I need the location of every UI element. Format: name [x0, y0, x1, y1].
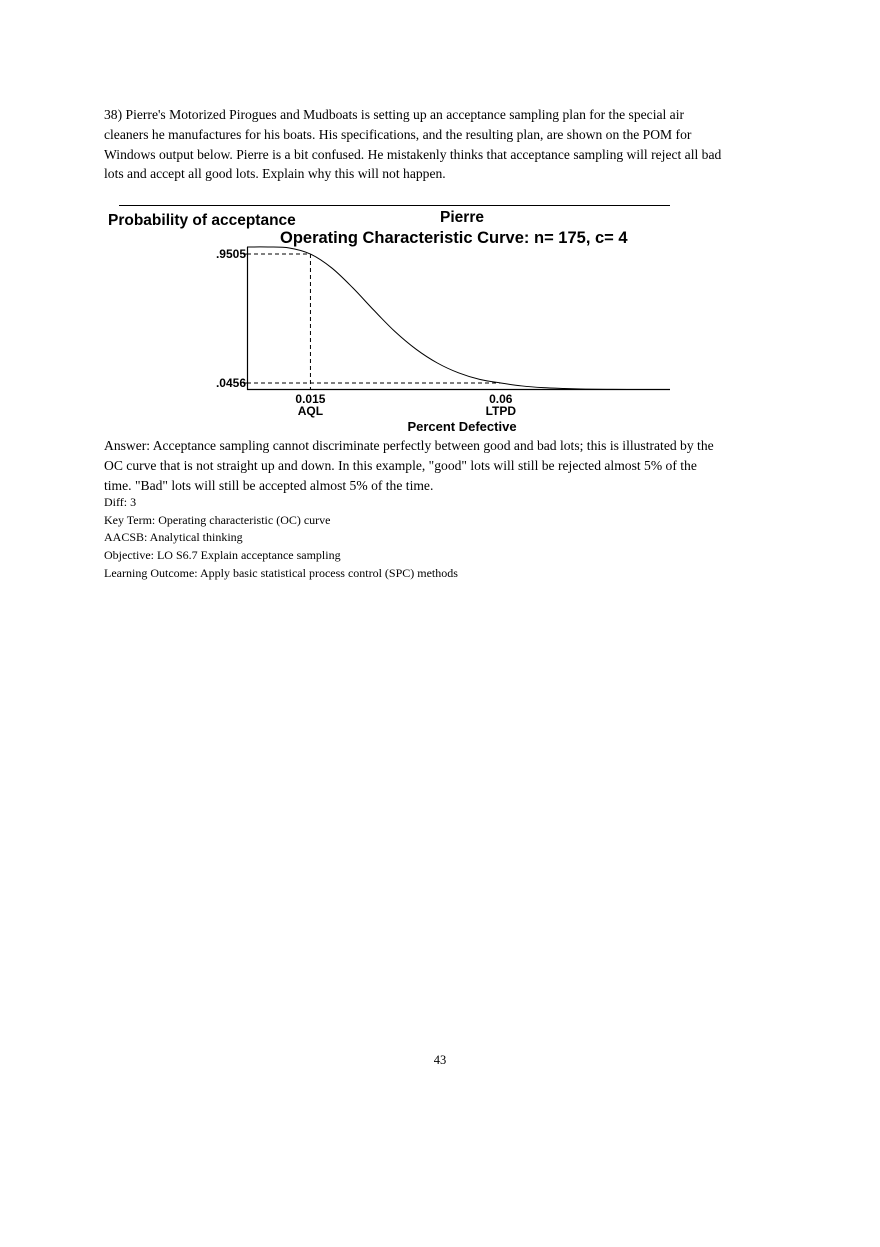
y-axis-label: Probability of acceptance	[108, 212, 296, 229]
x-tick-sublabel-aql: AQL	[297, 404, 324, 418]
chart-subtitle: Operating Characteristic Curve: n= 175, c= 4	[280, 229, 628, 247]
page-number: 43	[433, 1053, 447, 1067]
answer-text: Answer: Acceptance sampling cannot discriminate perfectly between good and bad lots; this is illustrated by the OC curve that is not straight up and down. In this example, "good" lots will still be rejected almost 5% of the time. "Bad" lots will still be accepted almost 5% of the time.	[104, 438, 714, 493]
x-axis-label: Percent Defective	[407, 419, 517, 434]
aacsb: AACSB: Analytical thinking	[104, 530, 243, 544]
x-tick-label-aql: 0.015	[295, 392, 326, 406]
x-tick-label-ltpd: 0.06	[489, 392, 513, 406]
y-tick-label-top: .9505	[215, 247, 246, 262]
chart-title: Pierre	[440, 209, 484, 226]
difficulty: Diff: 3	[104, 495, 137, 509]
x-tick-sublabel-ltpd: LTPD	[485, 404, 517, 418]
learning-outcome: Learning Outcome: Apply basic statistical process control (SPC) methods	[104, 566, 458, 580]
objective: Objective: LO S6.7 Explain acceptance sampling	[104, 548, 341, 562]
oc-curve-figure	[100, 200, 680, 436]
key-term: Key Term: Operating characteristic (OC) curve	[104, 513, 331, 527]
oc-curve-chart	[100, 200, 680, 436]
y-tick-label-bottom: .0456	[215, 376, 246, 391]
question-text: 38) Pierre's Motorized Pirogues and Mudboats is setting up an acceptance sampling plan for the special air cleaners he manufactures for his boats. His specifications, and the resulting plan, are shown on the POM for Windows output below. Pierre is a bit confused. He mistakenly thinks that acceptance sampling will reject all bad lots and accept all good lots. Explain why this will not happen.	[104, 107, 722, 182]
